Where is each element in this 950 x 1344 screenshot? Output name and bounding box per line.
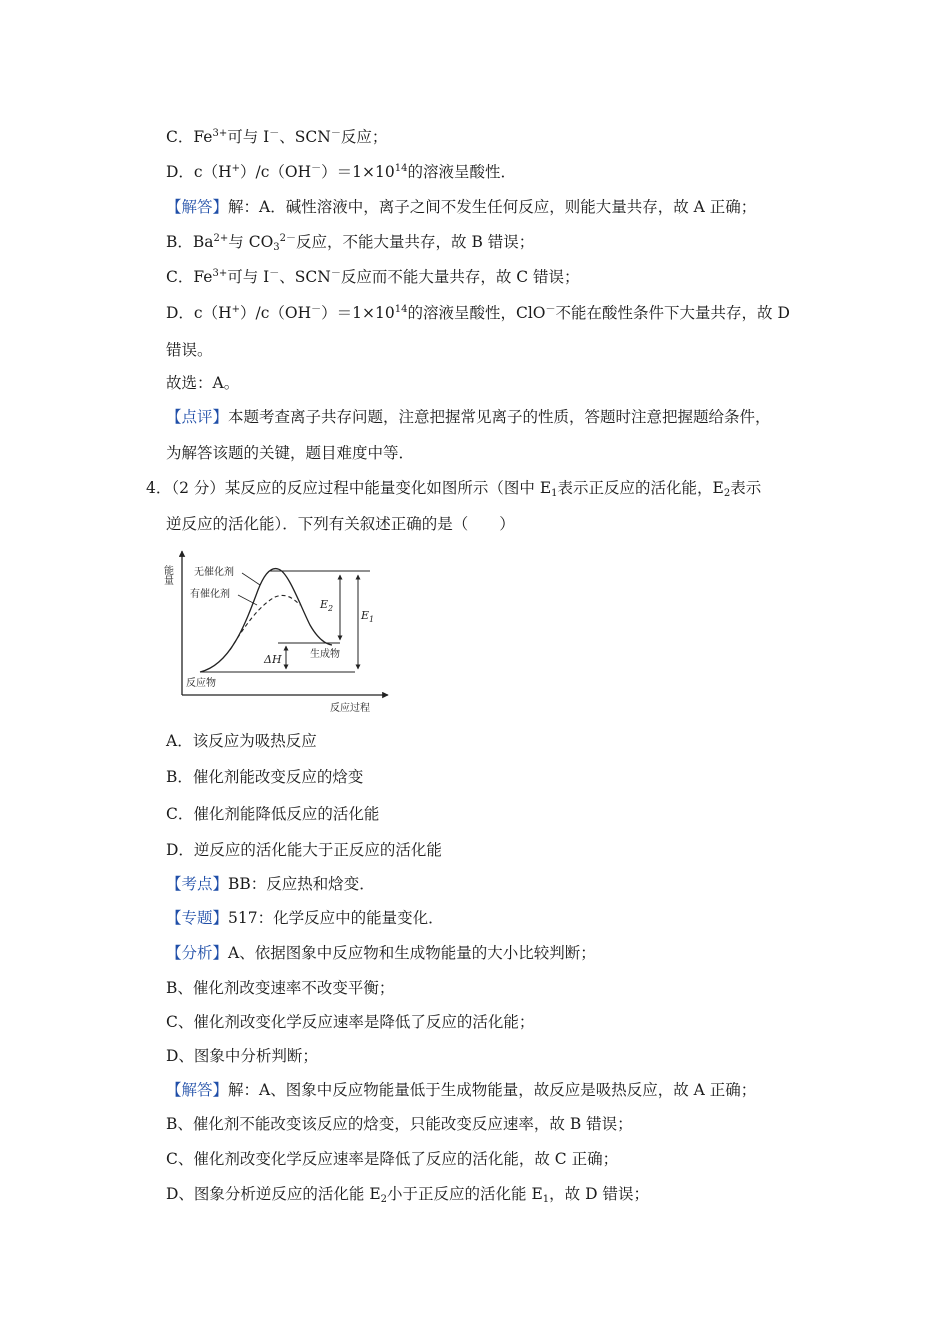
comment-tag: 【点评】 — [166, 408, 229, 426]
q3-answer-d-cont: 错误。 — [166, 341, 213, 359]
q3-comment-2: 为解答该题的关键，题目难度中等． — [166, 444, 415, 462]
zhuanti-tag: 【专题】 — [166, 909, 229, 927]
kaodian-tag: 【考点】 — [166, 875, 229, 893]
dh-label: ΔH — [264, 653, 282, 666]
catalyzed-curve — [230, 595, 300, 650]
q4-answer-b: B、催化剂不能改变该反应的焓变，只能改变反应速率，故 B 错误； — [166, 1115, 633, 1133]
x-axis-label: 反应过程 — [330, 703, 370, 714]
q4-option-d: D．逆反应的活化能大于正反应的活化能 — [166, 841, 442, 859]
q4-zhuanti: 【专题】517：化学反应中的能量变化． — [166, 909, 444, 927]
q3-answer-d: D．$c(H^+)/c(OH^-)=1\times 10^{14}$的溶液呈酸性，ClO－不能在酸性条件下大量共存，故 D — [166, 304, 790, 322]
reactant-label: 反应物 — [186, 678, 216, 689]
q4-option-c: C．催化剂能降低反应的活化能 — [166, 805, 380, 823]
q4-answer-c: C、催化剂改变化学反应速率是降低了反应的活化能，故 C 正确； — [166, 1150, 619, 1168]
q4-option-b: B．催化剂能改变反应的焓变 — [166, 768, 364, 786]
answer-tag: 【解答】 — [166, 1081, 229, 1099]
q3-option-d: D．$c(H^+)/c(OH^-)=1\times 10^{14}$的溶液呈酸性． — [166, 163, 516, 181]
product-label: 生成物 — [310, 649, 340, 660]
q4-answer-d: D、图象分析逆反应的活化能 $E_2$小于正反应的活化能 $E_1$，故 D 错误； — [166, 1185, 649, 1205]
q3-comment-1: 【点评】本题考查离子共存问题，注意把握常见离子的性质，答题时注意把握题给条件， — [166, 408, 771, 426]
y-axis-label: 能量 — [161, 565, 173, 585]
q3-answer-c: C．$Fe^{3+}$可与 I－、SCN－反应而不能大量共存，故 C 错误； — [166, 268, 580, 286]
q4-fenxi-c: C、催化剂改变化学反应速率是降低了反应的活化能； — [166, 1013, 535, 1031]
q4-answer-a: 【解答】解：A、图象中反应物能量低于生成物能量，故反应是吸热反应，故 A 正确； — [166, 1081, 757, 1099]
e2-label: $E_2$ — [320, 598, 334, 613]
q4-option-a: A．该反应为吸热反应 — [166, 732, 317, 750]
q4-kaodian: 【考点】BB：反应热和焓变． — [166, 875, 375, 893]
fenxi-tag: 【分析】 — [166, 944, 229, 962]
q3-answer-b: B．$Ba^{2+}$与 $CO_3^{2-}$反应，不能大量共存，故 B 错误； — [166, 233, 535, 253]
q4-stem-1: 4．（2 分）某反应的反应过程中能量变化如图所示（图中 $E_1$表示正反应的活化能，$E_2$表示 — [146, 479, 762, 499]
catalyzed-label: 有催化剂 — [190, 589, 230, 600]
q4-fenxi-b: B、催化剂改变速率不改变平衡； — [166, 979, 395, 997]
energy-diagram — [160, 545, 395, 717]
q3-choice: 故选：A。 — [166, 374, 240, 392]
q3-option-c: C．$Fe^{3+}$可与 I－、SCN－反应； — [166, 128, 388, 146]
q4-stem-2: 逆反应的活化能）．下列有关叙述正确的是（ ） — [166, 515, 515, 533]
q4-fenxi-d: D、图象中分析判断； — [166, 1047, 318, 1065]
answer-tag: 【解答】 — [166, 198, 229, 216]
e1-label: $E_1$ — [361, 609, 375, 624]
q3-answer-a: 【解答】解：A．碱性溶液中，离子之间不发生任何反应，则能大量共存，故 A 正确； — [166, 198, 757, 216]
q4-fenxi-a: 【分析】A、依据图象中反应物和生成物能量的大小比较判断； — [166, 944, 596, 962]
uncatalyzed-label: 无催化剂 — [194, 567, 234, 578]
